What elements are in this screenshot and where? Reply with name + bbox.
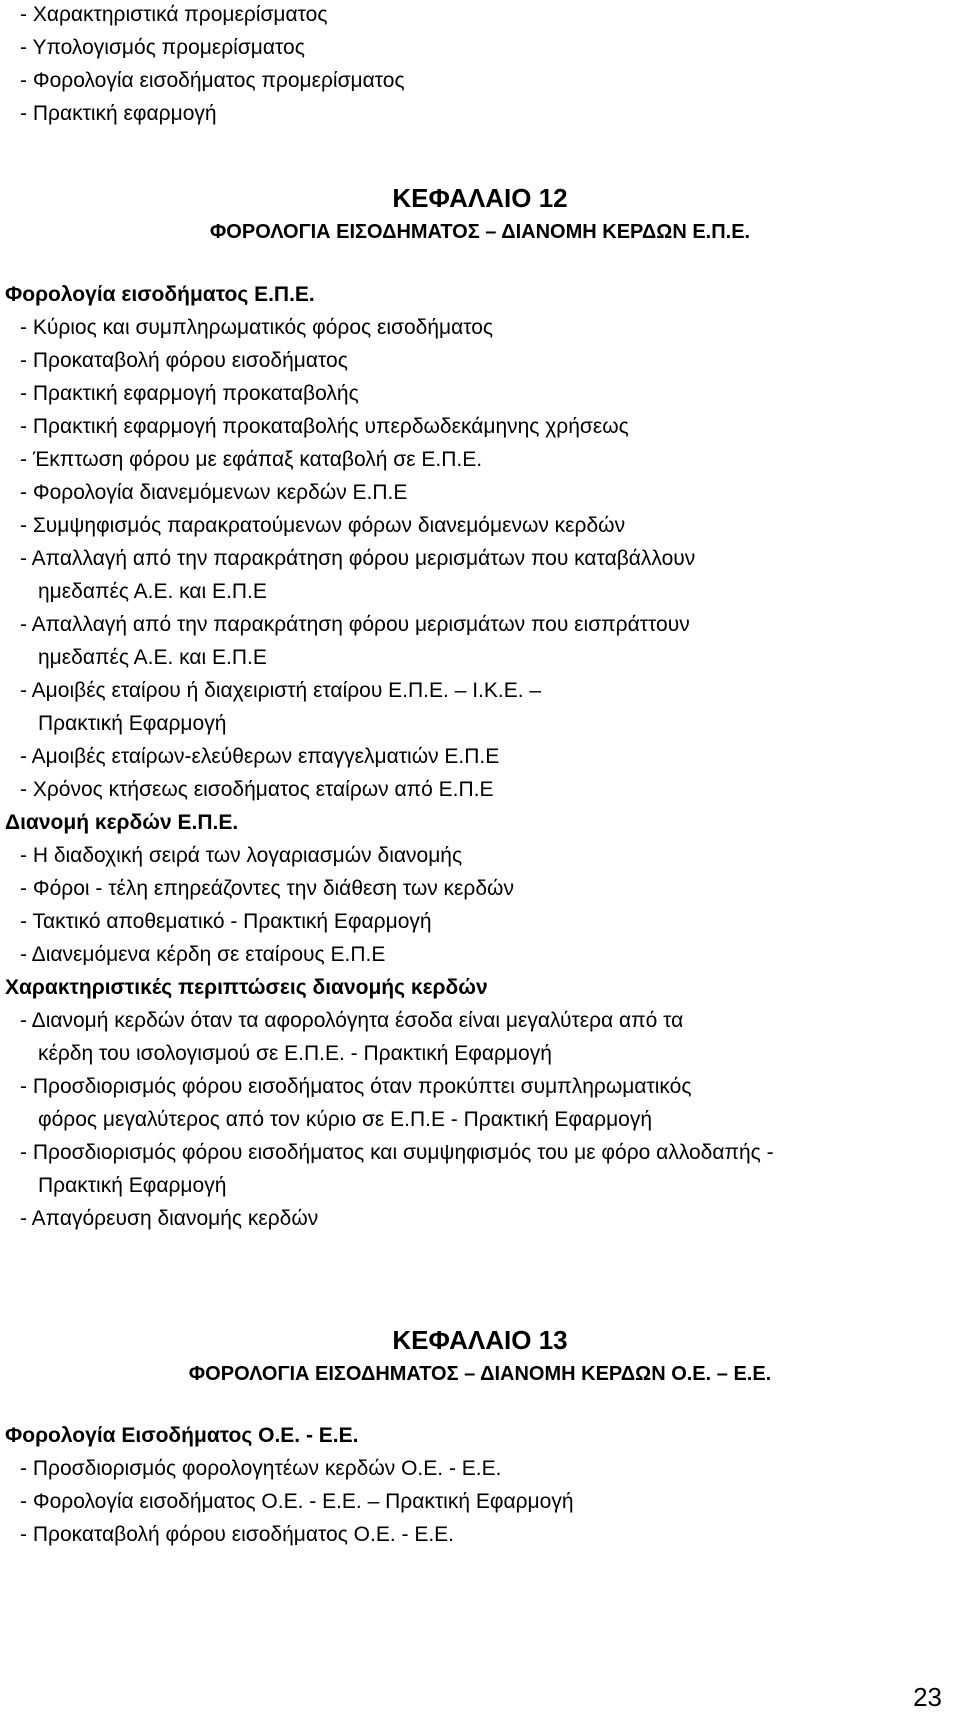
toc-entry: - Απαλλαγή από την παρακράτηση φόρου μερισμάτων που εισπράττουν bbox=[20, 613, 690, 636]
toc-entry: - Φόροι - τέλη επηρεάζοντες την διάθεση των κερδών bbox=[20, 877, 514, 900]
toc-entry: - Πρακτική εφαρμογή προκαταβολής bbox=[20, 382, 359, 405]
toc-entry: - Προσδιορισμός φορολογητέων κερδών Ο.Ε. - Ε.Ε. bbox=[20, 1457, 502, 1480]
toc-entry-continuation: φόρος μεγαλύτερος από τον κύριο σε Ε.Π.Ε - Πρακτική Εφαρμογή bbox=[38, 1108, 653, 1131]
toc-entry: - Χαρακτηριστικά προμερίσματος bbox=[20, 3, 328, 26]
toc-entry-continuation: Πρακτική Εφαρμογή bbox=[38, 712, 227, 735]
chapter-subtitle: ΦΟΡΟΛΟΓΙΑ ΕΙΣΟΔΗΜΑΤΟΣ – ΔΙΑΝΟΜΗ ΚΕΡΔΩΝ Ο.Ε. – Ε.Ε. bbox=[188, 1363, 772, 1385]
toc-entry: - Φορολογία εισοδήματος προμερίσματος bbox=[20, 69, 405, 92]
toc-entry: - Συμψηφισμός παρακρατούμενων φόρων διανεμόμενων κερδών bbox=[20, 514, 626, 537]
toc-entry: - Προσδιορισμός φόρου εισοδήματος και συμψηφισμός του με φόρο αλλοδαπής - bbox=[20, 1141, 774, 1164]
section-heading: Χαρακτηριστικές περιπτώσεις διανομής κερδών bbox=[5, 976, 488, 999]
section-heading: Φορολογία Εισοδήματος Ο.Ε. - Ε.Ε. bbox=[5, 1424, 359, 1447]
toc-entry: - Απαγόρευση διανομής κερδών bbox=[20, 1207, 319, 1230]
toc-entry: - Διανεμόμενα κέρδη σε εταίρους Ε.Π.Ε bbox=[20, 943, 386, 966]
toc-entry: - Κύριος και συμπληρωματικός φόρος εισοδήματος bbox=[20, 316, 494, 339]
toc-entry: - Χρόνος κτήσεως εισοδήματος εταίρων από Ε.Π.Ε bbox=[20, 778, 494, 801]
toc-entry: - Η διαδοχική σειρά των λογαριασμών διανομής bbox=[20, 844, 463, 867]
toc-entry-continuation: ημεδαπές Α.Ε. και Ε.Π.Ε bbox=[38, 580, 267, 603]
chapter-title: ΚΕΦΑΛΑΙΟ 12 bbox=[392, 183, 568, 213]
toc-entry: - Προκαταβολή φόρου εισοδήματος Ο.Ε. - Ε.Ε. bbox=[20, 1523, 455, 1546]
toc-entry: - Φορολογία εισοδήματος Ο.Ε. - Ε.Ε. – Πρακτική Εφαρμογή bbox=[20, 1490, 574, 1513]
toc-entry-continuation: Πρακτική Εφαρμογή bbox=[38, 1174, 227, 1197]
toc-entry: - Πρακτική εφαρμογή bbox=[20, 102, 217, 125]
toc-entry: - Αμοιβές εταίρου ή διαχειριστή εταίρου Ε.Π.Ε. – Ι.Κ.Ε. – bbox=[20, 679, 542, 702]
toc-entry-continuation: ημεδαπές Α.Ε. και Ε.Π.Ε bbox=[38, 646, 267, 669]
toc-entry: - Φορολογία διανεμόμενων κερδών Ε.Π.Ε bbox=[20, 481, 408, 504]
toc-entry-continuation: κέρδη του ισολογισμού σε Ε.Π.Ε. - Πρακτική Εφαρμογή bbox=[38, 1042, 552, 1065]
chapter-title: ΚΕΦΑΛΑΙΟ 13 bbox=[392, 1325, 568, 1355]
toc-entry: - Έκπτωση φόρου με εφάπαξ καταβολή σε Ε.Π.Ε. bbox=[20, 448, 483, 471]
chapter-subtitle: ΦΟΡΟΛΟΓΙΑ ΕΙΣΟΔΗΜΑΤΟΣ – ΔΙΑΝΟΜΗ ΚΕΡΔΩΝ Ε.Π.Ε. bbox=[209, 221, 751, 243]
toc-entry: - Προκαταβολή φόρου εισοδήματος bbox=[20, 349, 348, 372]
section-heading: Φορολογία εισοδήματος Ε.Π.Ε. bbox=[5, 283, 315, 306]
page-number: 23 bbox=[913, 1682, 942, 1712]
toc-entry: - Απαλλαγή από την παρακράτηση φόρου μερισμάτων που καταβάλλουν bbox=[20, 547, 696, 570]
toc-entry: - Προσδιορισμός φόρου εισοδήματος όταν προκύπτει συμπληρωματικός bbox=[20, 1075, 692, 1098]
toc-entry: - Τακτικό αποθεματικό - Πρακτική Εφαρμογή bbox=[20, 910, 432, 933]
toc-entry: - Πρακτική εφαρμογή προκαταβολής υπερδωδεκάμηνης χρήσεως bbox=[20, 415, 629, 438]
toc-entry: - Υπολογισμός προμερίσματος bbox=[20, 36, 305, 59]
toc-entry: - Αμοιβές εταίρων-ελεύθερων επαγγελματιών Ε.Π.Ε bbox=[20, 745, 500, 768]
section-heading: Διανομή κερδών Ε.Π.Ε. bbox=[5, 811, 239, 834]
toc-entry: - Διανομή κερδών όταν τα αφορολόγητα έσοδα είναι μεγαλύτερα από τα bbox=[20, 1009, 684, 1032]
